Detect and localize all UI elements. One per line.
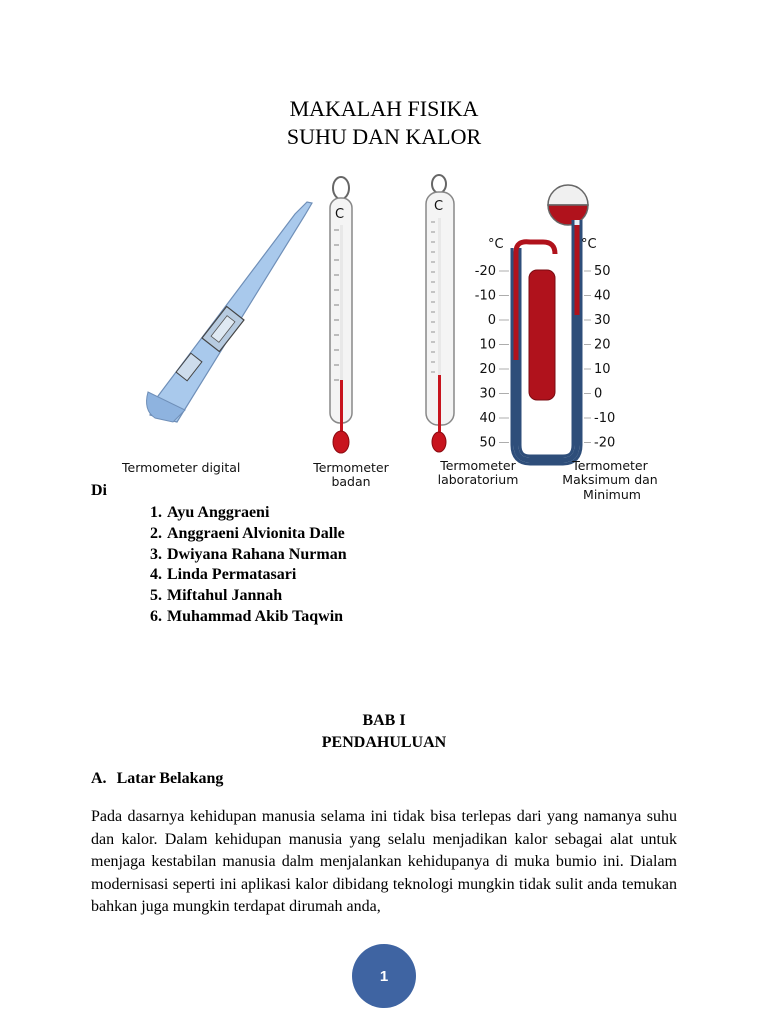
body-thermometer	[330, 177, 352, 453]
right-scale-label: -10	[594, 411, 616, 426]
section-letter: A.	[91, 770, 107, 787]
caption-lab-2: laboratorium	[437, 472, 519, 487]
right-scale-label: -20	[594, 435, 616, 451]
left-scale-label: 0	[487, 313, 496, 328]
page-number: 1	[379, 967, 389, 985]
caption-digital: Termometer digital	[122, 460, 241, 475]
author-number: 6.	[150, 607, 162, 625]
left-scale-label: -10	[474, 288, 496, 304]
max-min-thermometer	[475, 185, 615, 460]
section-heading	[91, 770, 223, 788]
author-list	[140, 503, 347, 628]
author-item	[140, 607, 347, 628]
body-thermometer-unit: C	[335, 207, 345, 222]
right-scale-label: 40	[594, 288, 611, 304]
section-title: Latar Belakang	[116, 770, 224, 787]
author-item	[140, 586, 347, 607]
right-scale-label: 30	[594, 313, 611, 328]
right-scale-label: 10	[594, 362, 611, 377]
author-item	[140, 565, 347, 586]
left-scale-label: -20	[474, 264, 496, 279]
author-name: Ayu Anggraeni	[167, 504, 270, 521]
authors-intro: Di	[91, 482, 107, 499]
digital-thermometer	[147, 202, 312, 422]
lab-thermometer	[426, 175, 454, 452]
left-unit-label: °C	[488, 237, 504, 252]
body-paragraph: Pada dasarnya kehidupan manusia selama ini tidak bisa terlepas dari yang namanya suhu dan kalor. Dalam kehidupan manusia yang selalu menjadikan kalor sebagai alat untuk menjaga kestabilan manusia dalm menjalankan kehidupanya di muka bumio ini. Dialam modernisasi seperti ini aplikasi kalor dibidang teknologi mungkin tidak sulit anda temukan bahkan juga mungkin terdapat dirumah anda,	[91, 808, 677, 916]
thermometer-illustration	[115, 170, 675, 510]
caption-maxmin-2: Maksimum dan	[562, 472, 658, 487]
left-scale-label: 40	[479, 411, 496, 426]
left-scale	[475, 264, 509, 451]
author-name: Linda Permatasari	[167, 566, 297, 584]
page-number-badge	[352, 944, 416, 1008]
author-item	[140, 545, 347, 566]
right-scale	[584, 264, 615, 451]
author-name: Muhammad Akib Taqwin	[167, 607, 344, 625]
caption-maxmin-1: Termometer	[572, 458, 648, 473]
author-number: 1.	[150, 504, 162, 521]
caption-maxmin-3: Minimum	[583, 487, 641, 502]
right-scale-label: 50	[594, 264, 611, 279]
left-scale-label: 50	[479, 435, 496, 451]
author-name: Anggraeni Alvionita Dalle	[167, 524, 345, 542]
left-scale-label: 30	[479, 386, 496, 402]
author-item	[140, 524, 347, 545]
chapter-number: BAB I	[362, 712, 406, 729]
author-number: 5.	[150, 587, 162, 605]
document-title-line-2: SUHU DAN KALOR	[286, 124, 482, 149]
right-scale-label: 20	[594, 337, 611, 353]
left-scale-label: 20	[479, 362, 496, 377]
lab-thermometer-unit: C	[434, 199, 444, 214]
document-title-line-1: MAKALAH FISIKA	[289, 96, 479, 121]
author-item	[140, 503, 347, 524]
caption-lab-1: Termometer	[440, 458, 516, 473]
author-name: Dwiyana Rahana Nurman	[167, 545, 347, 563]
chapter-title: PENDAHULUAN	[321, 734, 447, 751]
right-unit-label: °C	[581, 237, 597, 252]
caption-body-2: badan	[331, 474, 371, 489]
author-name: Miftahul Jannah	[167, 587, 283, 605]
left-scale-label: 10	[479, 337, 496, 353]
caption-body-1: Termometer	[313, 460, 389, 475]
author-number: 3.	[150, 545, 162, 563]
author-number: 4.	[150, 566, 162, 584]
right-scale-label: 0	[594, 386, 603, 402]
author-number: 2.	[150, 524, 162, 542]
